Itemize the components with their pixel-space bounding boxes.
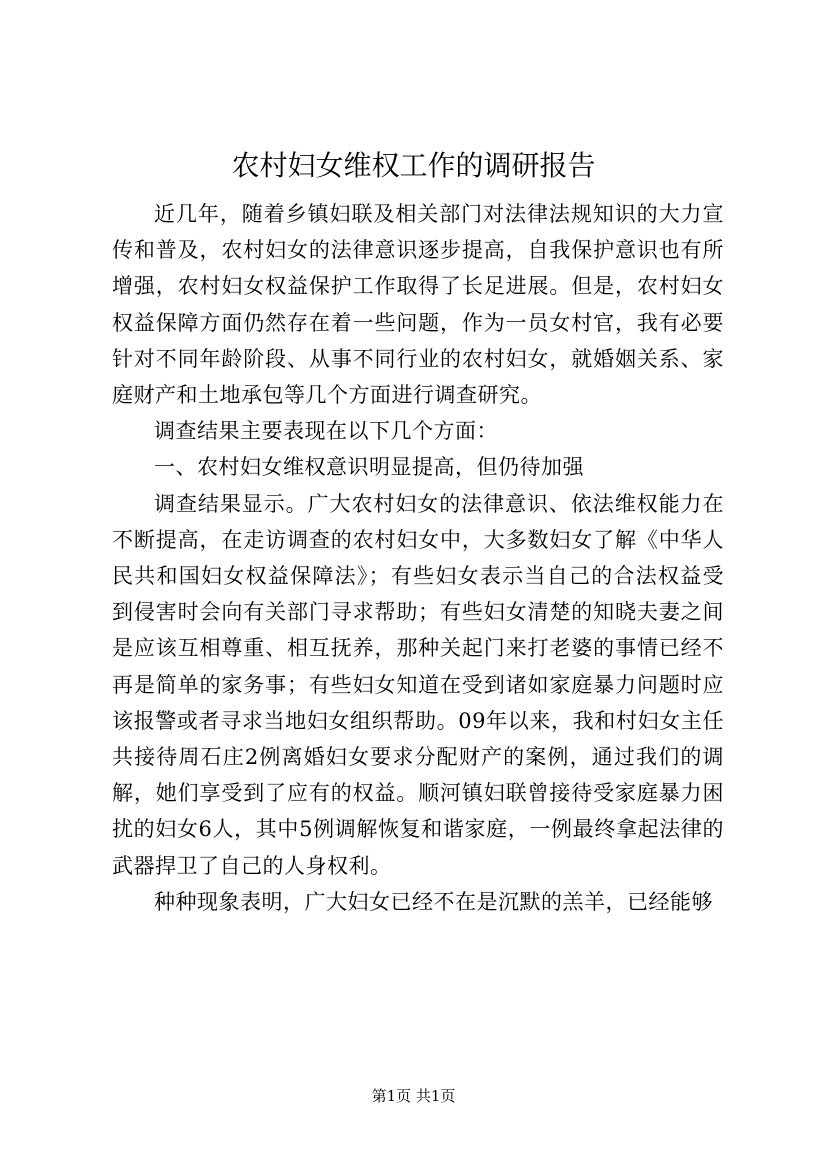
document-title: 农村妇女维权工作的调研报告 bbox=[231, 149, 596, 182]
document-body bbox=[112, 196, 724, 920]
paragraph-survey-results: 调查结果显示。广大农村妇女的法律意识、依法维权能力在不断提高，在走访调查的农村妇女中，大多数妇女了解《中华人民共和国妇女权益保障法》；有些妇女表示当自己的合法权益受到侵害时会向有关部门寻求帮助；有些妇女清楚的知晓夫妻之间是应该互相尊重、相互抚养，那种关起门来打老婆的事情已经不再是简单的家务事；有些妇女知道在受到诸如家庭暴力问题时应该报警或者寻求当地妇女组织帮助。09年以来，我和村妇女主任共接待周石庄2例离婚妇女要求分配财产的案例，通过我们的调解，她们享受到了应有的权益。顺河镇妇联曾接待受家庭暴力困扰的妇女6人，其中5例调解恢复和谐家庭，一例最终拿起法律的武器捍卫了自己的人身权利。 bbox=[112, 491, 724, 878]
page-number-footer: 第1页 共1页 bbox=[371, 1087, 456, 1105]
section-heading-1: 一、农村妇女维权意识明显提高，但仍待加强 bbox=[154, 455, 584, 480]
paragraph-intro: 近几年，随着乡镇妇联及相关部门对法律法规知识的大力宣传和普及，农村妇女的法律意识逐步提高，自我保护意识也有所增强，农村妇女权益保护工作取得了长足进展。但是，农村妇女权益保障方面仍然存在着一些问题，作为一员女村官，我有必要针对不同年龄阶段、从事不同行业的农村妇女，就婚姻关系、家庭财产和土地承包等几个方面进行调查研究。 bbox=[112, 202, 724, 408]
paragraph-conclusion: 种种现象表明，广大妇女已经不在是沉默的羔羊，已经能够 bbox=[154, 889, 713, 914]
paragraph-findings-lead: 调查结果主要表现在以下几个方面： bbox=[154, 419, 498, 444]
